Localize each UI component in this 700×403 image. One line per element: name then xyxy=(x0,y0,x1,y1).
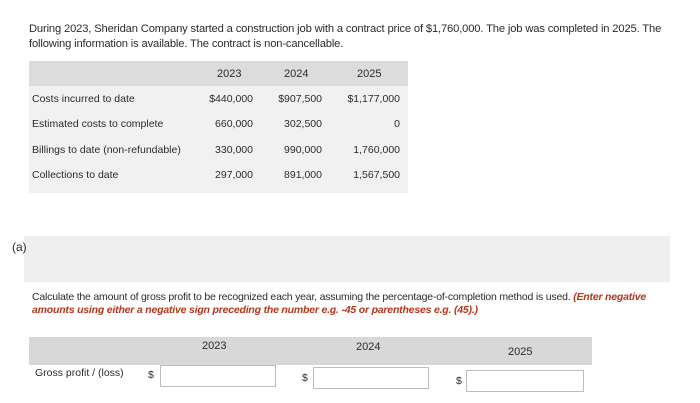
year-header-2024: 2024 xyxy=(284,68,309,80)
cell: 891,000 xyxy=(284,169,322,181)
data-table xyxy=(29,61,408,193)
problem-text: During 2023, Sheridan Company started a construction job with a contract price of $1,760,000. The job was completed in 2025. The following information is available. The contract is non-cancellable. xyxy=(29,23,662,50)
part-header-band xyxy=(24,236,670,282)
cell: 302,500 xyxy=(284,118,322,130)
gross-profit-2025-input[interactable] xyxy=(466,370,584,392)
year-header-2025: 2025 xyxy=(357,68,382,80)
cell: 297,000 xyxy=(215,169,253,181)
dollar-sign: $ xyxy=(148,369,154,381)
question-main: Calculate the amount of gross profit to be recognized each year, assuming the percentage-of-completion method is used. xyxy=(32,291,571,303)
cell: $907,500 xyxy=(278,93,322,105)
row-label-collections: Collections to date xyxy=(32,169,119,181)
cell: 0 xyxy=(394,118,400,130)
cell: $440,000 xyxy=(209,93,253,105)
answer-year-2024: 2024 xyxy=(356,341,381,353)
problem-statement xyxy=(29,22,669,51)
cell: 330,000 xyxy=(215,144,253,156)
gross-profit-2023-input[interactable] xyxy=(160,365,276,387)
row-label-estimated-costs: Estimated costs to complete xyxy=(32,118,164,130)
cell: $1,177,000 xyxy=(347,93,400,105)
dollar-sign: $ xyxy=(302,372,308,384)
cell: 1,567,500 xyxy=(353,169,400,181)
gross-profit-label: Gross profit / (loss) xyxy=(35,367,124,379)
question-text xyxy=(32,291,662,317)
part-label: (a) xyxy=(12,240,27,254)
year-header-2023: 2023 xyxy=(217,68,242,80)
cell: 990,000 xyxy=(284,144,322,156)
row-label-billings: Billings to date (non-refundable) xyxy=(32,144,181,156)
answer-year-2023: 2023 xyxy=(202,340,227,352)
row-label-costs-incurred: Costs incurred to date xyxy=(32,93,135,105)
dollar-sign: $ xyxy=(456,375,462,387)
gross-profit-2024-input[interactable] xyxy=(313,367,429,389)
cell: 660,000 xyxy=(215,118,253,130)
answer-year-2025: 2025 xyxy=(508,346,533,358)
cell: 1,760,000 xyxy=(353,144,400,156)
question-instruction: (Enter negative amounts using either a negative sign preceding the number e.g. -45 or parentheses e.g. (45).) xyxy=(32,291,647,316)
